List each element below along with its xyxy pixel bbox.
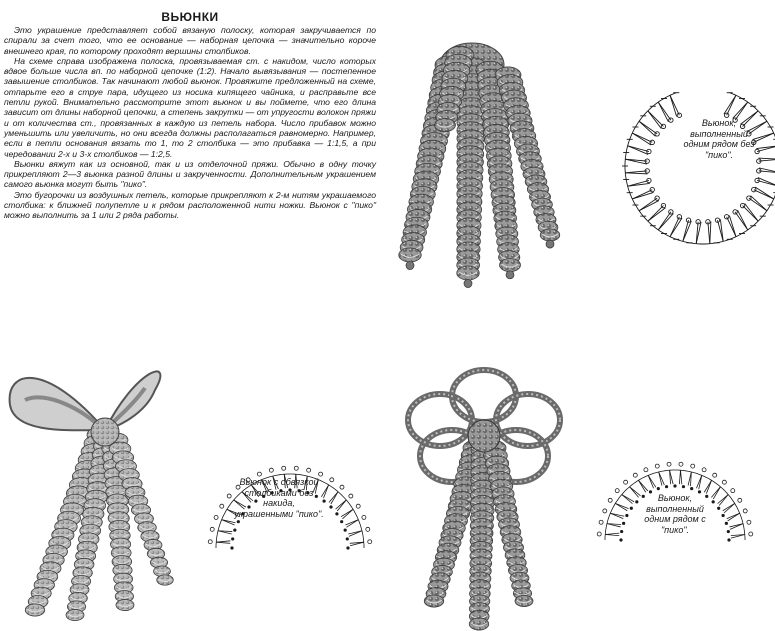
- article-paragraph: Это бугорочки из воздушных петель, которые прикрепляют к 2-м нитям украшаемого столбика: к ближней полупетле и к рядом расположенной нити ножки. Вьюнок с "пико" можно выполнить за 1 или 2 ряда работы.: [4, 189, 376, 221]
- article-paragraph: Вьюнки вяжут как из основной, так и из отделочной пряжи. Обычно в одну точку прикрепляют 2—3 вьюнка разной длины и закрученности. Дополнительным украшением самого вьюнка могут быть "пико".: [4, 158, 376, 190]
- caption-top-right: Вьюнок, выполненный одним рядом без "пико".: [683, 118, 755, 160]
- caption-bottom-right: Вьюнок, выполненный одним рядом с "пико".: [644, 493, 706, 535]
- scheme-without-picot: [598, 48, 773, 293]
- article-title: ВЬЮНКИ: [161, 10, 219, 24]
- article-paragraph: На схеме справа изображена полоска, провязываемая ст. с накидом, число которых вдвое больше числа вп. по наборной цепочке (1:2). Начало вывязывания — постепенное завышение столбиков. Так начинают любой вьюнок. Провяжите предложенный на схеме, отпарьте его в струе пара, идущего из носика кипящего чайника, и расправьте все петли рукой. Внимательно рассмотрите этот вьюнок и вы поймете, что его длина зависит от длины наборной цепочки, а степень закрутки — от упругости волокон пряжи и от количества ст., провязанных в каждую из петель набора. Число прибавок можно уменьшить или увеличить, но они всегда должны располагаться равномерно. Например, если в петли основания вязать то 1, то 2 столбика — это прибавка — 1:1,5, а при чередовании 2-х и 3-х столбиков — 1:2,5.: [4, 55, 376, 159]
- article-paragraph: Это украшение представляет собой вязаную полоску, которая закручивается по спирали за счет того, что ее основание — наборная цепочка — значительно короче внешнего края, по которому проходят вершины столбиков.: [4, 25, 376, 56]
- bow-with-ringlets-photo: [5, 360, 205, 630]
- article-text-block: [4, 10, 376, 328]
- flower-with-ringlets-photo: [392, 356, 572, 631]
- spiral-ringlets-photo: [390, 25, 590, 315]
- caption-bottom-left: Вьюнок с обвязкой столбиками без накида, украшенными "пико".: [234, 477, 324, 519]
